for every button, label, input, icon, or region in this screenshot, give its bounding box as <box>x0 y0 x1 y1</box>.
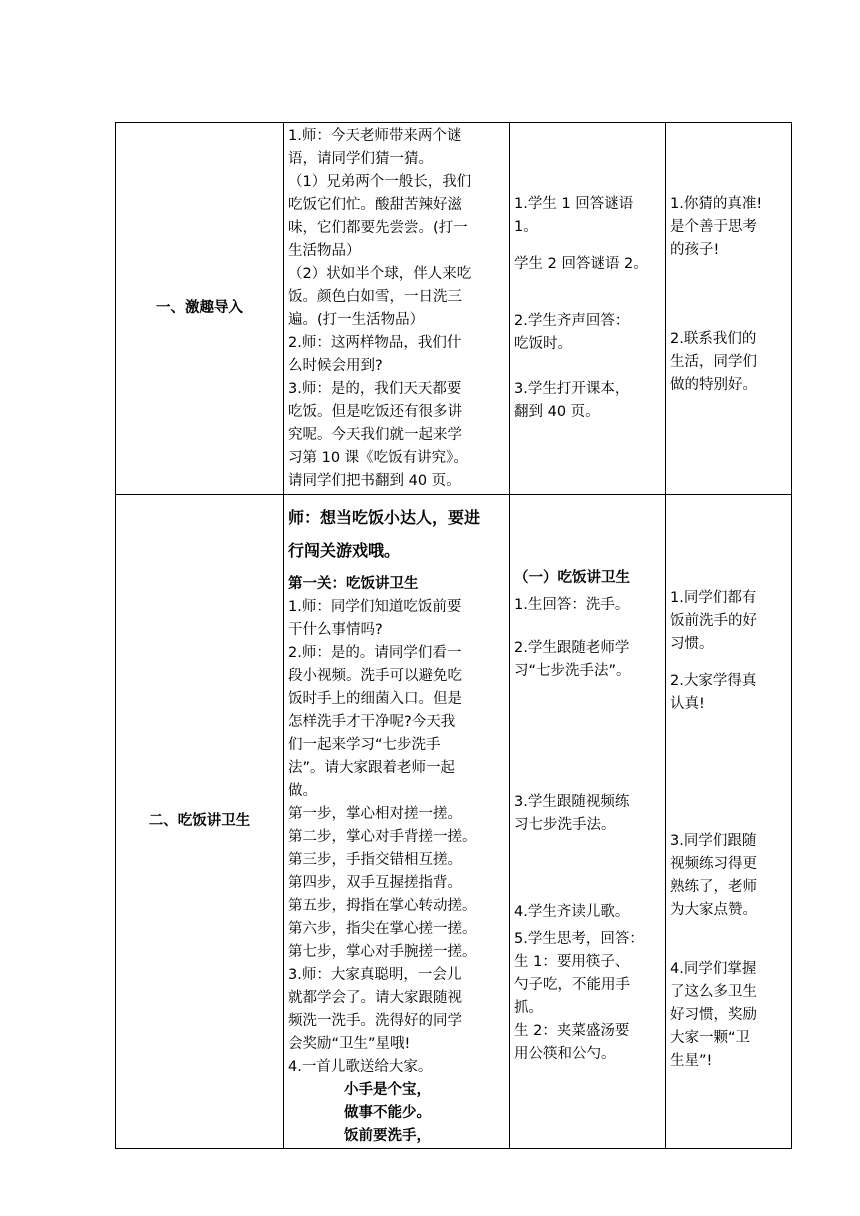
text-line: 第六步，指尖在掌心搓一搓。 <box>288 921 477 937</box>
text-line: 第四步，双手互握搓指背。 <box>288 875 462 891</box>
text-line: 1.生回答：洗手。 <box>514 597 630 613</box>
text-line: 5.学生思考，回答： <box>514 931 644 947</box>
text-line: 语，请同学们猜一猜。 <box>288 151 433 167</box>
text-line: 做的特别好。 <box>670 377 757 393</box>
stage-cell: 二、吃饭讲卫生 <box>116 495 284 1149</box>
song-line: 做事不能少。 <box>344 1105 431 1121</box>
text-line: 段小视频。洗手可以避免吃 <box>288 668 462 684</box>
text-line: 3.同学们跟随 <box>670 833 757 849</box>
text-line: 的孩子! <box>670 242 720 258</box>
text-line: 干什么事情吗? <box>288 622 383 638</box>
text-line: 究呢。今天我们就一起来学 <box>288 427 462 443</box>
song-line: 小手是个宝， <box>344 1082 431 1098</box>
text-line: 勺子吃，不能用手 <box>514 977 630 993</box>
text-line: 2.学生齐声回答： <box>514 313 630 329</box>
text-line: 饭前洗手的好 <box>670 613 757 629</box>
text-line: 会奖励“卫生”星哦! <box>288 1036 411 1052</box>
text-line: 2.大家学得真 <box>670 673 757 689</box>
evaluation-cell <box>666 495 792 1149</box>
text-line: 用公筷和公勺。 <box>514 1046 616 1062</box>
stage-cell: 一、激趣导入 <box>116 123 284 495</box>
text-line: 4.同学们掌握 <box>670 961 757 977</box>
text-line: 怎样洗手才干净呢?今天我 <box>288 714 456 730</box>
text-line: 习“七步洗手法”。 <box>514 663 631 679</box>
table-row <box>116 495 792 1149</box>
text-line: 生活物品） <box>288 243 361 259</box>
teacher-activity-cell <box>284 495 510 1149</box>
section-heading: （一）吃饭讲卫生 <box>514 570 630 586</box>
text-line: 2.师：这两样物品，我们什 <box>288 335 462 351</box>
text-line: 么时候会用到? <box>288 358 383 374</box>
text-line: 3.学生打开课本， <box>514 381 630 397</box>
text-line: 饭。颜色白如雪，一日洗三 <box>288 289 462 305</box>
text-line: 频洗一洗手。洗得好的同学 <box>288 1013 462 1029</box>
text-line: 饭时手上的细菌入口。但是 <box>288 691 462 707</box>
text-line: 们一起来学习“七步洗手 <box>288 737 441 753</box>
student-activity-cell <box>510 123 666 495</box>
text-line: 2.学生跟随老师学 <box>514 640 630 656</box>
text-line: 1.学生 1 回答谜语 <box>514 196 634 212</box>
text-line: 第三步，手指交错相互搓。 <box>288 852 462 868</box>
student-activity-cell <box>510 495 666 1149</box>
text-line: 习第 10 课《吃饭有讲究》。 <box>288 450 468 466</box>
text-line: 第一步，掌心相对搓一搓。 <box>288 806 462 822</box>
text-line: 做。 <box>288 783 317 799</box>
text-line: 1.师：同学们知道吃饭前要 <box>288 599 462 615</box>
teacher-activity-cell <box>284 123 510 495</box>
text-line: 吃饭时。 <box>514 336 572 352</box>
text-line: （2）状如半个球，伴人来吃 <box>288 266 472 282</box>
text-line: 2.联系我们的 <box>670 331 757 347</box>
text-line: 师：想当吃饭小达人，要进 <box>288 508 481 527</box>
text-line: 1.师：今天老师带来两个谜 <box>288 128 462 144</box>
text-line: 生活，同学们 <box>670 354 757 370</box>
table-row <box>116 123 792 495</box>
text-line: 遍。(打一生活物品） <box>288 312 425 328</box>
text-line: 3.师：大家真聪明，一会儿 <box>288 967 462 983</box>
text-line: 4.学生齐读儿歌。 <box>514 904 630 920</box>
text-line: 第五步，拇指在掌心转动搓。 <box>288 898 477 914</box>
text-line: 法”。请大家跟着老师一起 <box>288 760 456 776</box>
text-line: 就都学会了。请大家跟随视 <box>288 990 462 1006</box>
text-line: 好习惯，奖励 <box>670 1007 757 1023</box>
text-line: 第七步，掌心对手腕搓一搓。 <box>288 944 477 960</box>
text-line: 吃饭。但是吃饭还有很多讲 <box>288 404 462 420</box>
text-line: 生星”! <box>670 1053 713 1069</box>
text-line: 习七步洗手法。 <box>514 817 616 833</box>
text-line: 味，它们都要先尝尝。(打一 <box>288 220 468 236</box>
text-line: 2.师：是的。请同学们看一 <box>288 645 462 661</box>
text-line: 翻到 40 页。 <box>514 404 600 420</box>
text-line: 生 1：要用筷子、 <box>514 954 630 970</box>
text-line: 1.你猜的真准! <box>670 196 763 212</box>
text-line: 习惯。 <box>670 636 714 652</box>
text-line: 请同学们把书翻到 40 页。 <box>288 473 461 489</box>
text-line: 是个善于思考 <box>670 219 757 235</box>
text-line: 为大家点赞。 <box>670 902 757 918</box>
text-line: 行闯关游戏哦。 <box>288 541 401 560</box>
text-line: 抓。 <box>514 1000 543 1016</box>
text-line: （1）兄弟两个一般长，我们 <box>288 174 472 190</box>
text-line: 3.师：是的，我们天天都要 <box>288 381 462 397</box>
text-line: 大家一颗“卫 <box>670 1030 751 1046</box>
text-line: 生 2：夹菜盛汤要 <box>514 1023 630 1039</box>
text-line: 学生 2 回答谜语 2。 <box>514 256 648 272</box>
text-line: 认真! <box>670 696 705 712</box>
lesson-plan-table <box>115 122 792 1149</box>
song-line: 饭前要洗手， <box>344 1128 431 1144</box>
evaluation-cell <box>666 123 792 495</box>
text-line: 第二步，掌心对手背搓一搓。 <box>288 829 477 845</box>
text-line: 了这么多卫生 <box>670 984 757 1000</box>
text-line: 4.一首儿歌送给大家。 <box>288 1059 433 1075</box>
text-line: 3.学生跟随视频练 <box>514 794 630 810</box>
text-line: 熟练了，老师 <box>670 879 757 895</box>
level-heading: 第一关：吃饭讲卫生 <box>288 576 419 592</box>
text-line: 吃饭它们忙。酸甜苦辣好滋 <box>288 197 462 213</box>
text-line: 1.同学们都有 <box>670 590 757 606</box>
text-line: 1。 <box>514 219 538 235</box>
text-line: 视频练习得更 <box>670 856 757 872</box>
